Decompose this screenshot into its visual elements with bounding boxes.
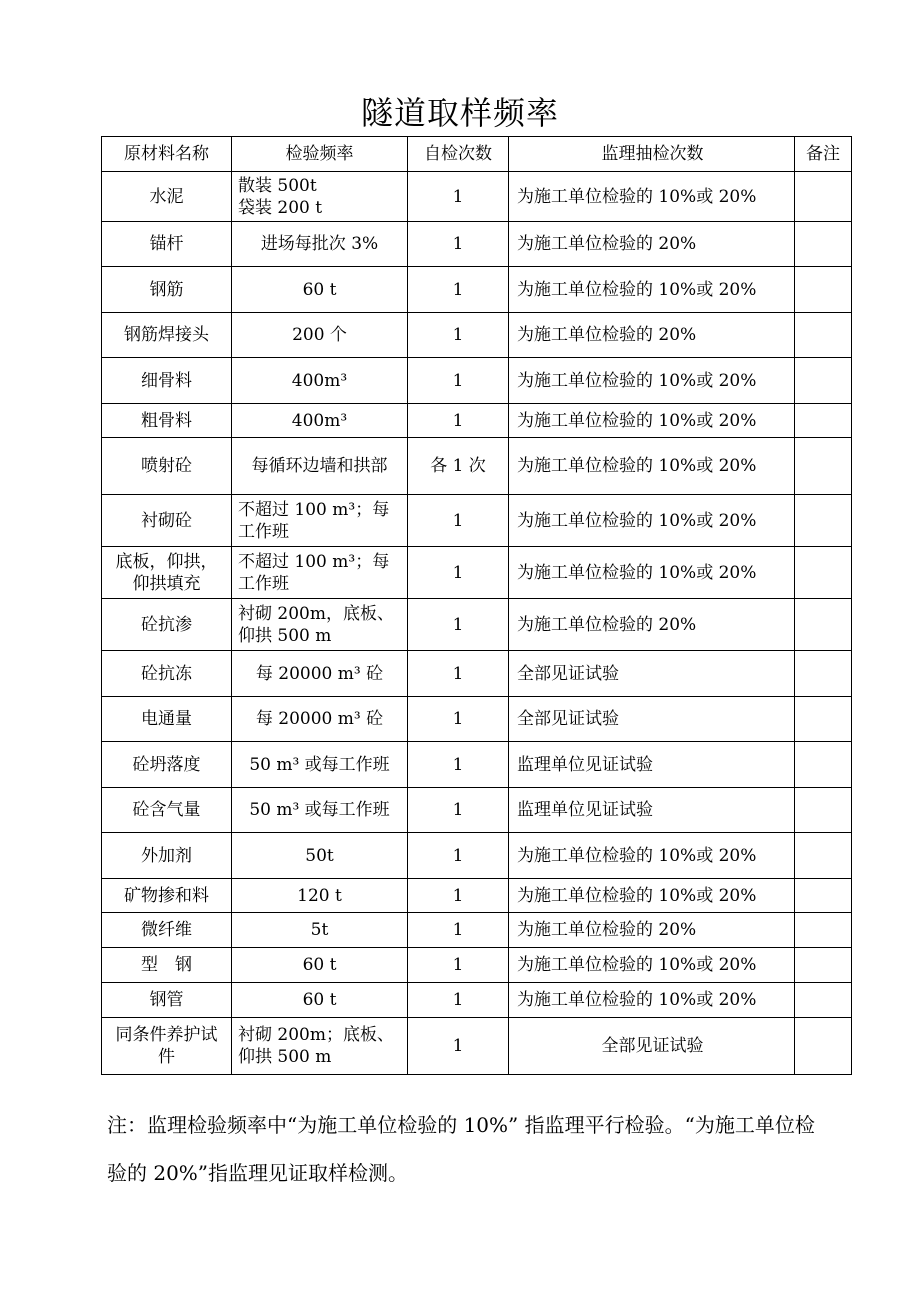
remarks-cell xyxy=(795,172,852,222)
material-name-cell: 底板，仰拱， 仰拱填充 xyxy=(102,547,232,599)
table-row xyxy=(102,313,852,358)
supervision-check-cell: 全部见证试验 xyxy=(509,651,795,697)
table-row xyxy=(102,438,852,495)
inspection-frequency-cell: 不超过 100 m³；每 工作班 xyxy=(232,495,408,547)
remarks-cell xyxy=(795,913,852,948)
remarks-cell xyxy=(795,651,852,697)
sampling-frequency-table xyxy=(101,136,852,1075)
material-name-cell: 砼坍落度 xyxy=(102,742,232,788)
remarks-cell xyxy=(795,697,852,742)
table-row xyxy=(102,697,852,742)
self-check-count-cell: 1 xyxy=(408,313,509,358)
material-name-cell: 喷射砼 xyxy=(102,438,232,495)
supervision-check-cell: 监理单位见证试验 xyxy=(509,742,795,788)
self-check-count-cell: 1 xyxy=(408,879,509,913)
remarks-cell xyxy=(795,313,852,358)
table-row xyxy=(102,495,852,547)
self-check-count-cell: 1 xyxy=(408,697,509,742)
table-row xyxy=(102,172,852,222)
header-material-name: 原材料名称 xyxy=(102,137,232,172)
material-name-cell: 细骨料 xyxy=(102,358,232,404)
supervision-check-cell: 为施工单位检验的 10%或 20% xyxy=(509,495,795,547)
remarks-cell xyxy=(795,547,852,599)
self-check-count-cell: 1 xyxy=(408,547,509,599)
inspection-frequency-cell: 60 t xyxy=(232,267,408,313)
supervision-check-cell: 为施工单位检验的 10%或 20% xyxy=(509,267,795,313)
material-name-cell: 钢筋焊接头 xyxy=(102,313,232,358)
self-check-count-cell: 1 xyxy=(408,651,509,697)
inspection-frequency-cell: 每 20000 m³ 砼 xyxy=(232,651,408,697)
header-supervision-check-count: 监理抽检次数 xyxy=(509,137,795,172)
table-row xyxy=(102,267,852,313)
inspection-frequency-cell: 进场每批次 3% xyxy=(232,222,408,267)
inspection-frequency-cell: 120 t xyxy=(232,879,408,913)
inspection-frequency-cell: 5t xyxy=(232,913,408,948)
supervision-check-cell: 为施工单位检验的 10%或 20% xyxy=(509,948,795,983)
self-check-count-cell: 1 xyxy=(408,358,509,404)
material-name-cell: 型 钢 xyxy=(102,948,232,983)
inspection-frequency-cell: 不超过 100 m³；每 工作班 xyxy=(232,547,408,599)
remarks-cell xyxy=(795,404,852,438)
inspection-frequency-cell: 每循环边墙和拱部 xyxy=(232,438,408,495)
supervision-check-cell: 为施工单位检验的 10%或 20% xyxy=(509,438,795,495)
material-name-cell: 衬砌砼 xyxy=(102,495,232,547)
table-header-row xyxy=(102,137,852,172)
table-row xyxy=(102,983,852,1018)
table-row xyxy=(102,788,852,833)
self-check-count-cell: 1 xyxy=(408,404,509,438)
material-name-cell: 外加剂 xyxy=(102,833,232,879)
self-check-count-cell: 1 xyxy=(408,788,509,833)
self-check-count-cell: 1 xyxy=(408,983,509,1018)
supervision-check-cell: 为施工单位检验的 20% xyxy=(509,222,795,267)
supervision-check-cell: 为施工单位检验的 10%或 20% xyxy=(509,983,795,1018)
self-check-count-cell: 1 xyxy=(408,267,509,313)
remarks-cell xyxy=(795,948,852,983)
self-check-count-cell: 1 xyxy=(408,742,509,788)
material-name-cell: 粗骨料 xyxy=(102,404,232,438)
remarks-cell xyxy=(795,1018,852,1075)
supervision-check-cell: 全部见证试验 xyxy=(509,1018,795,1075)
remarks-cell xyxy=(795,222,852,267)
supervision-check-cell: 为施工单位检验的 10%或 20% xyxy=(509,404,795,438)
material-name-cell: 电通量 xyxy=(102,697,232,742)
supervision-check-cell: 为施工单位检验的 10%或 20% xyxy=(509,172,795,222)
header-self-check-count: 自检次数 xyxy=(408,137,509,172)
supervision-check-cell: 为施工单位检验的 10%或 20% xyxy=(509,833,795,879)
inspection-frequency-cell: 散装 500t 袋装 200 t xyxy=(232,172,408,222)
self-check-count-cell: 1 xyxy=(408,599,509,651)
remarks-cell xyxy=(795,358,852,404)
table-row xyxy=(102,1018,852,1075)
table-row xyxy=(102,913,852,948)
self-check-count-cell: 1 xyxy=(408,495,509,547)
self-check-count-cell: 各 1 次 xyxy=(408,438,509,495)
table-row xyxy=(102,599,852,651)
material-name-cell: 同条件养护试 件 xyxy=(102,1018,232,1075)
supervision-check-cell: 全部见证试验 xyxy=(509,697,795,742)
material-name-cell: 钢筋 xyxy=(102,267,232,313)
self-check-count-cell: 1 xyxy=(408,833,509,879)
self-check-count-cell: 1 xyxy=(408,222,509,267)
table-row xyxy=(102,833,852,879)
table-row xyxy=(102,948,852,983)
self-check-count-cell: 1 xyxy=(408,913,509,948)
table-row xyxy=(102,404,852,438)
remarks-cell xyxy=(795,742,852,788)
remarks-cell xyxy=(795,495,852,547)
supervision-check-cell: 为施工单位检验的 20% xyxy=(509,599,795,651)
table-row xyxy=(102,879,852,913)
material-name-cell: 锚杆 xyxy=(102,222,232,267)
remarks-cell xyxy=(795,983,852,1018)
material-name-cell: 矿物掺和料 xyxy=(102,879,232,913)
inspection-frequency-cell: 50t xyxy=(232,833,408,879)
inspection-frequency-cell: 200 个 xyxy=(232,313,408,358)
material-name-cell: 微纤维 xyxy=(102,913,232,948)
remarks-cell xyxy=(795,879,852,913)
inspection-frequency-cell: 衬砌 200m；底板、 仰拱 500 m xyxy=(232,1018,408,1075)
supervision-check-cell: 为施工单位检验的 10%或 20% xyxy=(509,358,795,404)
supervision-check-cell: 为施工单位检验的 10%或 20% xyxy=(509,547,795,599)
inspection-frequency-cell: 衬砌 200m，底板、 仰拱 500 m xyxy=(232,599,408,651)
footnote: 注：监理检验频率中“为施工单位检验的 10%” 指监理平行检验。“为施工单位检验的 20%”指监理见证取样检测。 xyxy=(107,1113,815,1185)
self-check-count-cell: 1 xyxy=(408,172,509,222)
remarks-cell xyxy=(795,267,852,313)
inspection-frequency-cell: 每 20000 m³ 砼 xyxy=(232,697,408,742)
table-row xyxy=(102,742,852,788)
table-row xyxy=(102,651,852,697)
supervision-check-cell: 为施工单位检验的 20% xyxy=(509,913,795,948)
self-check-count-cell: 1 xyxy=(408,948,509,983)
header-remarks: 备注 xyxy=(795,137,852,172)
supervision-check-cell: 监理单位见证试验 xyxy=(509,788,795,833)
header-inspection-frequency: 检验频率 xyxy=(232,137,408,172)
page-title: 隧道取样频率 xyxy=(360,94,559,132)
table-row xyxy=(102,358,852,404)
supervision-check-cell: 为施工单位检验的 20% xyxy=(509,313,795,358)
inspection-frequency-cell: 60 t xyxy=(232,983,408,1018)
table-row xyxy=(102,222,852,267)
inspection-frequency-cell: 400m³ xyxy=(232,404,408,438)
remarks-cell xyxy=(795,833,852,879)
inspection-frequency-cell: 60 t xyxy=(232,948,408,983)
inspection-frequency-cell: 400m³ xyxy=(232,358,408,404)
self-check-count-cell: 1 xyxy=(408,1018,509,1075)
remarks-cell xyxy=(795,599,852,651)
table-row xyxy=(102,547,852,599)
material-name-cell: 砼抗渗 xyxy=(102,599,232,651)
material-name-cell: 砼含气量 xyxy=(102,788,232,833)
inspection-frequency-cell: 50 m³ 或每工作班 xyxy=(232,788,408,833)
supervision-check-cell: 为施工单位检验的 10%或 20% xyxy=(509,879,795,913)
material-name-cell: 水泥 xyxy=(102,172,232,222)
inspection-frequency-cell: 50 m³ 或每工作班 xyxy=(232,742,408,788)
remarks-cell xyxy=(795,788,852,833)
material-name-cell: 钢管 xyxy=(102,983,232,1018)
remarks-cell xyxy=(795,438,852,495)
material-name-cell: 砼抗冻 xyxy=(102,651,232,697)
